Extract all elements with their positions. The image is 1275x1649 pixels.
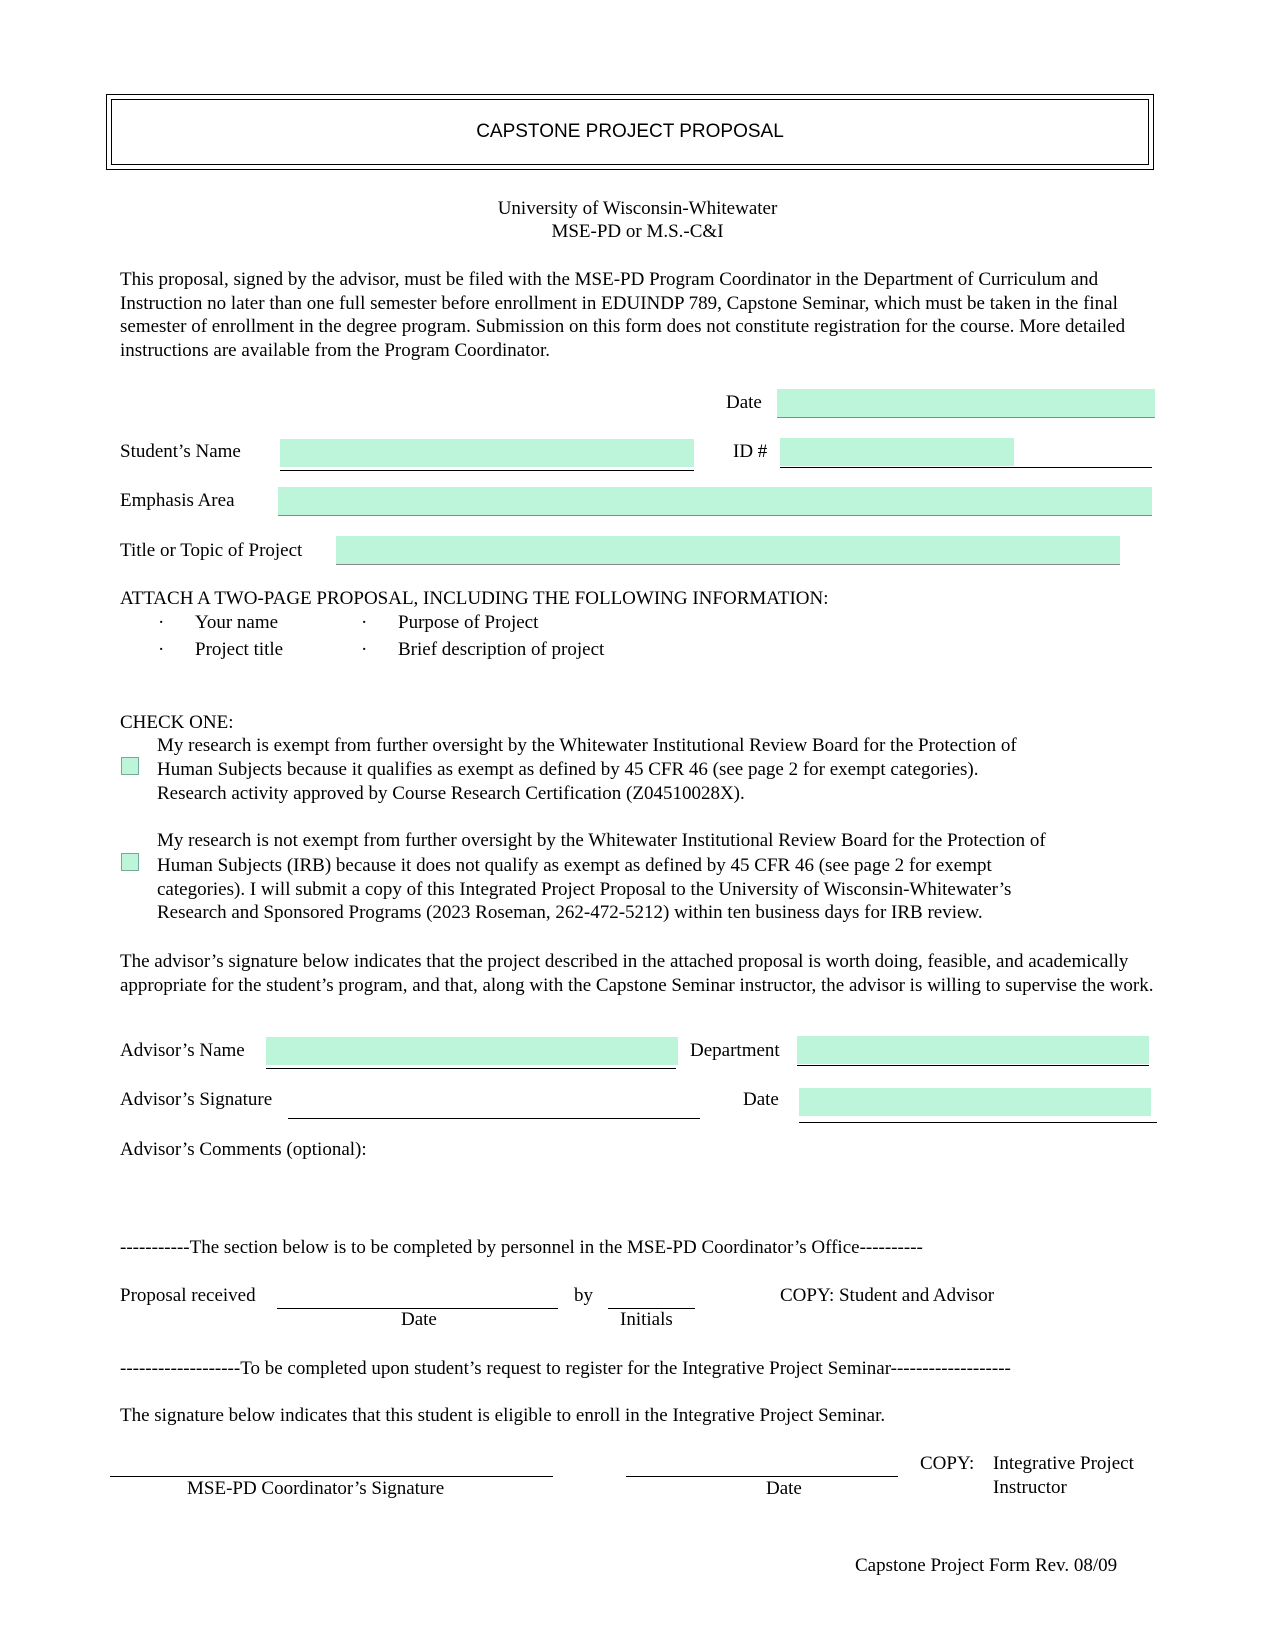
id-underline	[780, 467, 1152, 468]
bullet: ·	[158, 612, 165, 633]
advisor-comments-label: Advisor’s Comments (optional):	[120, 1139, 367, 1160]
id-label: ID #	[733, 441, 768, 462]
program-name: MSE-PD or M.S.-C&I	[551, 221, 724, 242]
check-heading: CHECK ONE:	[120, 712, 234, 733]
attach-item-purpose: Purpose of Project	[398, 612, 539, 633]
not-exempt-checkbox[interactable]	[121, 853, 139, 871]
not-exempt-line-3: categories). I will submit a copy of this Integrated Project Proposal to the University of Wisconsin-Whitewater’s	[157, 879, 1012, 900]
advisor-name-underline	[266, 1068, 676, 1069]
department-field[interactable]	[797, 1036, 1149, 1064]
register-divider: -------------------To be completed upon student’s request to register for the Integrative Project Seminar-------------------	[120, 1358, 1011, 1379]
bullet: ·	[158, 639, 165, 660]
emphasis-underline	[278, 515, 1152, 516]
form-title: CAPSTONE PROJECT PROPOSAL	[111, 99, 1149, 165]
exempt-checkbox[interactable]	[121, 757, 139, 775]
attach-item-description: Brief description of project	[398, 639, 605, 660]
coordinator-signature-caption: MSE-PD Coordinator’s Signature	[187, 1478, 445, 1499]
advisor-date-field[interactable]	[799, 1088, 1151, 1116]
student-name-field[interactable]	[280, 439, 694, 467]
copy-label: COPY:	[920, 1453, 975, 1474]
department-underline	[797, 1065, 1149, 1066]
exempt-line-1: My research is exempt from further oversight by the Whitewater Institutional Review Board for the Protection of	[157, 735, 1017, 756]
office-divider: -----------The section below is to be completed by personnel in the MSE-PD Coordinator’s Office----------	[120, 1237, 923, 1258]
student-name-underline	[280, 470, 694, 471]
copy-student-advisor: COPY: Student and Advisor	[780, 1285, 995, 1306]
copy-instructor-line-1: Integrative Project	[993, 1453, 1134, 1474]
bullet: ·	[361, 639, 368, 660]
proposal-received-label: Proposal received	[120, 1285, 256, 1306]
date-underline	[777, 417, 1155, 418]
attach-heading: ATTACH A TWO-PAGE PROPOSAL, INCLUDING THE FOLLOWING INFORMATION:	[120, 588, 829, 609]
eligibility-statement: The signature below indicates that this student is eligible to enroll in the Integrative Project Seminar.	[120, 1405, 886, 1426]
advisor-signature-line[interactable]	[288, 1118, 700, 1119]
bullet: ·	[361, 612, 368, 633]
intro-paragraph: This proposal, signed by the advisor, must be filed with the MSE-PD Program Coordinator in the Department of Curriculum and Instruction no later than one full semester before enrollment in EDUINDP 789, Capstone Seminar, which must be taken in the final semester of enrollment in the degree program. Submission on this form does not constitute registration for the course. More detailed instructions are available from the Program Coordinator.	[120, 269, 1126, 361]
id-field[interactable]	[780, 438, 1014, 466]
advisor-name-label: Advisor’s Name	[120, 1040, 245, 1061]
received-date-caption: Date	[401, 1309, 437, 1330]
title-topic-label: Title or Topic of Project	[120, 540, 303, 561]
by-label: by	[574, 1285, 593, 1306]
exempt-line-2: Human Subjects because it qualifies as exempt as defined by 45 CFR 46 (see page 2 for exempt categories).	[157, 759, 979, 780]
advisor-name-field[interactable]	[266, 1037, 678, 1065]
title-topic-field[interactable]	[336, 536, 1120, 564]
advisor-signature-label: Advisor’s Signature	[120, 1089, 273, 1110]
title-topic-underline	[336, 564, 1120, 565]
date-field[interactable]	[777, 389, 1155, 417]
attach-item-project-title: Project title	[195, 639, 284, 660]
university-name: University of Wisconsin-Whitewater	[497, 198, 778, 219]
title-box	[106, 94, 1154, 170]
advisor-date-label: Date	[743, 1089, 779, 1110]
coordinator-date-line[interactable]	[626, 1476, 898, 1477]
not-exempt-line-1: My research is not exempt from further oversight by the Whitewater Institutional Review Board for the Protection of	[157, 830, 1046, 851]
department-label: Department	[690, 1040, 780, 1061]
coordinator-date-caption: Date	[766, 1478, 802, 1499]
coordinator-signature-line[interactable]	[110, 1476, 553, 1477]
form-revision: Capstone Project Form Rev. 08/09	[855, 1555, 1118, 1576]
emphasis-label: Emphasis Area	[120, 490, 235, 511]
initials-caption: Initials	[620, 1309, 673, 1330]
emphasis-field[interactable]	[278, 487, 1152, 515]
advisor-statement: The advisor’s signature below indicates that the project described in the attached proposal is worth doing, feasible, and academically appropriate for the student’s program, and that, along with the Capstone Seminar instructor, the advisor is willing to supervise the work.	[120, 951, 1154, 996]
exempt-line-3: Research activity approved by Course Research Certification (Z04510028X).	[157, 783, 745, 804]
attach-item-your-name: Your name	[195, 612, 279, 633]
not-exempt-line-4: Research and Sponsored Programs (2023 Roseman, 262-472-5212) within ten business days for IRB review.	[157, 902, 983, 923]
student-name-label: Student’s Name	[120, 441, 241, 462]
copy-instructor-line-2: Instructor	[993, 1477, 1067, 1498]
date-label: Date	[726, 392, 762, 413]
not-exempt-line-2: Human Subjects (IRB) because it does not qualify as exempt as defined by 45 CFR 46 (see page 2 for exempt	[157, 855, 992, 876]
advisor-date-underline	[799, 1122, 1157, 1123]
